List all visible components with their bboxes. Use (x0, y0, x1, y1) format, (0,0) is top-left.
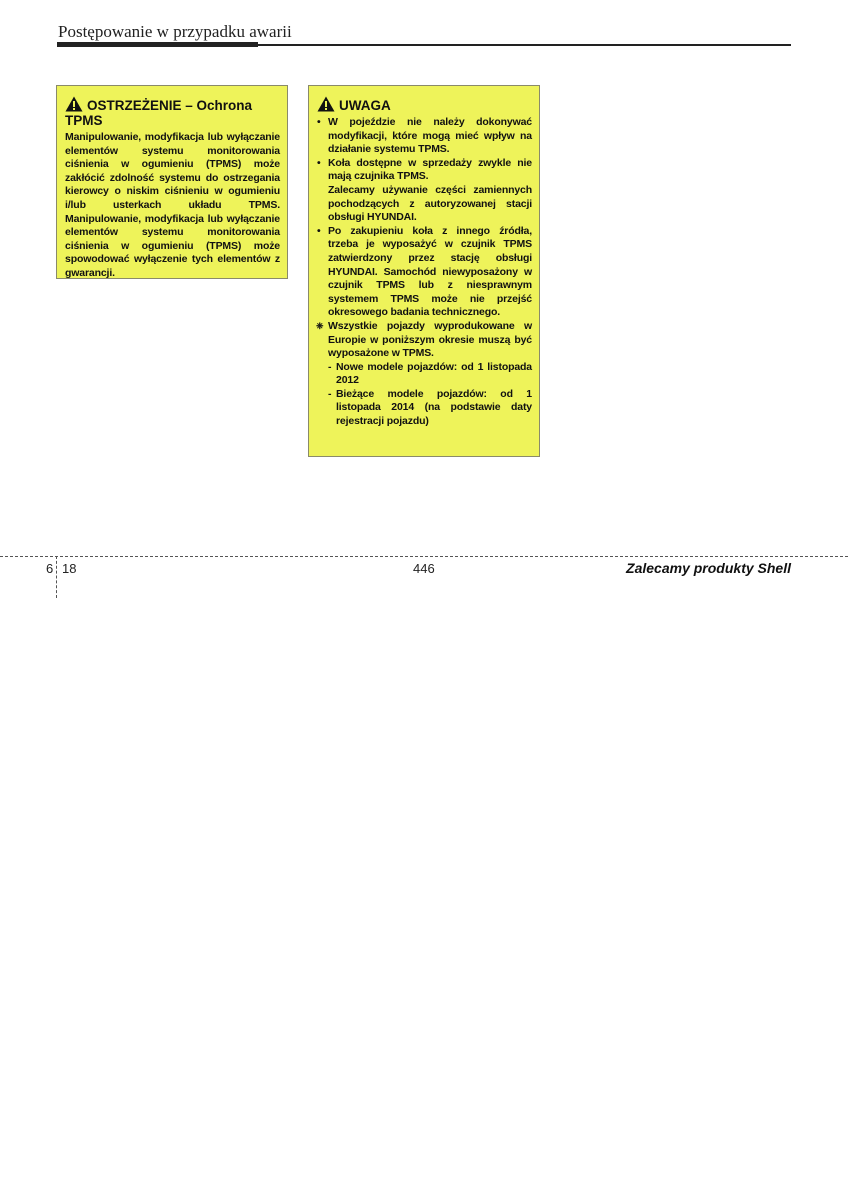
caution-note-subitem: - Nowe modele pojazdów: od 1 listopada 2012 (328, 361, 532, 388)
caution-list (317, 116, 532, 429)
caution-item-extra: Zalecamy używanie części zamiennych pochodzących z autoryzowanej stacji obsługi HYUNDAI. (328, 183, 532, 224)
warning-box (56, 85, 288, 279)
warning-triangle-icon (65, 96, 83, 112)
warning-body: Manipulowanie, modyfikacja lub wyłączanie elementów systemu monitorowania ciśnienia w ogumieniu (TPMS) może zakłócić zdolność systemu do ostrzegania kierowcy o niskim ciśnieniu w ogumieniu i/lub usterkach układu TPMS. Manipulowanie, modyfikacja lub wyłączanie elementów systemu monitorowania ciśnienia w ogumieniu (TPMS) może spowodować wyłączenie tych elementów z gwarancji. (65, 131, 280, 279)
warning-heading (65, 96, 280, 128)
footer-chapter-number: 6 (46, 561, 54, 576)
footer-brand-text: Zalecamy produkty Shell (626, 560, 791, 576)
caution-note-sublist (328, 361, 532, 429)
footer-chapter-divider (56, 556, 57, 598)
footer-divider (0, 556, 848, 557)
caution-note (317, 320, 532, 429)
caution-note-text: ❈ Wszystkie pojazdy wyprodukowane w Europie w poniższym okresie muszą być wyposażone w TPMS. (328, 319, 532, 360)
caution-box (308, 85, 540, 457)
caution-item-text: • Koła dostępne w sprzedaży zwykle nie mają czujnika TPMS. (328, 156, 532, 183)
caution-heading (317, 96, 532, 113)
warning-heading-text: OSTRZEŻENIE – Ochrona TPMS (65, 98, 253, 128)
caution-heading-text: UWAGA (339, 98, 391, 113)
caution-item (317, 225, 532, 320)
caution-note-subitem: - Bieżące modele pojazdów: od 1 listopada 2014 (na podstawie daty rejestracji pojazdu) (328, 388, 532, 429)
header-rule-accent (57, 42, 258, 47)
footer-page-number: 446 (413, 561, 435, 576)
caution-item-text: W pojeździe nie należy dokonywać modyfikacji, które mogą mieć wpływ na działanie systemu TPMS. (328, 116, 532, 156)
page-header-title: Postępowanie w przypadku awarii (58, 22, 292, 41)
warning-triangle-icon (317, 96, 335, 112)
caution-item (317, 116, 532, 157)
caution-item-text: Po zakupieniu koła z innego źródła, trzeba je wyposażyć w czujnik TPMS zatwierdzony przez stację obsługi HYUNDAI. Samochód niewyposażony w czujnik TPMS lub z niesprawnym systemem TPMS może nie przejść okresowego badania technicznego. (328, 224, 532, 319)
footer-section-page: 18 (62, 561, 77, 576)
caution-item (317, 157, 532, 225)
